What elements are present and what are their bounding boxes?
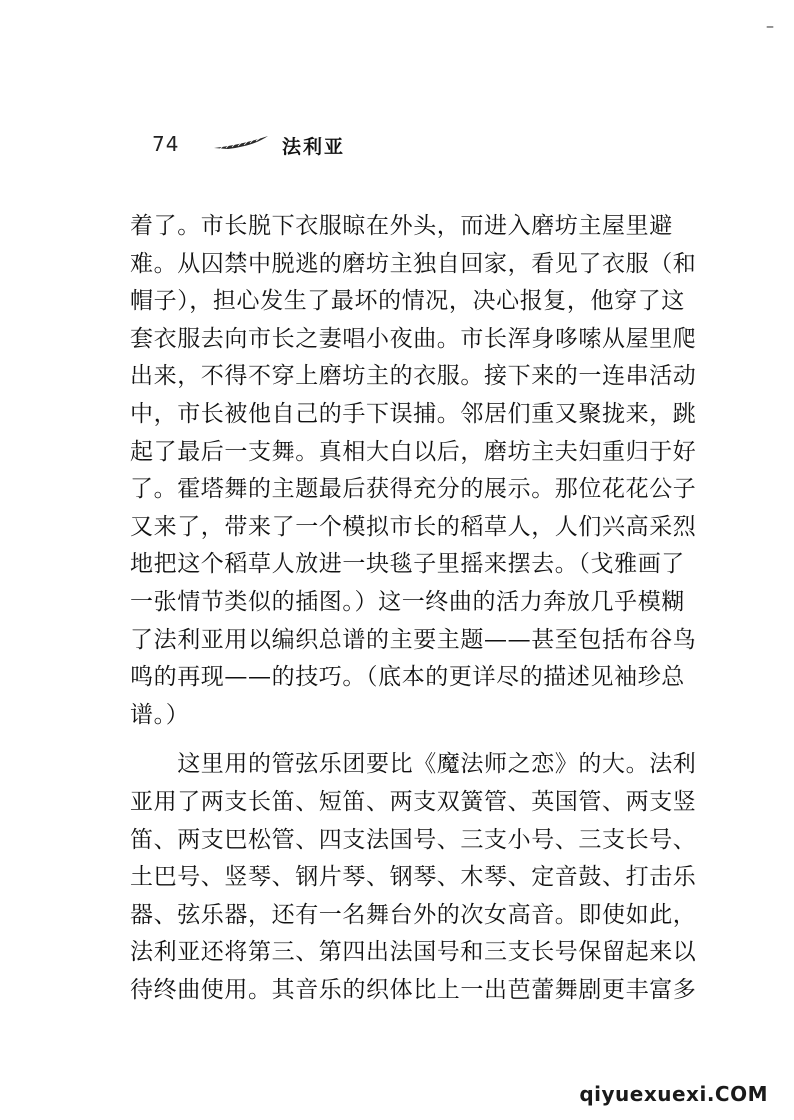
text-line: 一张情节类似的插图。）这一终曲的活力奔放几乎模糊 [130, 588, 685, 615]
text-line: 着了。市长脱下衣服晾在外头，而进入磨坊主屋里避 [130, 213, 673, 239]
paragraph-gap [130, 734, 697, 746]
text-line: 了。霍塔舞的主题最后获得充分的展示。那位花花公子 [130, 476, 697, 503]
page-corner-mark: – [766, 16, 774, 35]
text-line: 出来，不得不穿上磨坊主的衣服。接下来的一连串活动 [130, 363, 697, 390]
text-line: 待终曲使用。其音乐的织体比上一出芭蕾舞剧更丰富多 [130, 976, 697, 1003]
text-line: 法利亚还将第三、第四出法国号和三支长号保留起来以 [130, 939, 697, 966]
text-line: 起了最后一支舞。真相大白以后，磨坊主夫妇重归于好 [130, 438, 697, 465]
paragraph [130, 208, 697, 734]
text-line: 土巴号、竖琴、钢片琴、钢琴、木琴、定音鼓、打击乐 [130, 864, 697, 891]
page-header [152, 130, 552, 158]
feather-ornament-icon [210, 132, 290, 154]
text-line: 笛、两支巴松管、四支法国号、三支小号、三支长号、 [130, 826, 697, 853]
text-line: 难。从囚禁中脱逃的磨坊主独自回家，看见了衣服（和 [130, 250, 697, 277]
text-line: 这里用的管弦乐团要比《魔法师之恋》的大。法利 [130, 751, 697, 778]
site-watermark: qiyuexuexi.COM [579, 1082, 768, 1106]
text-line: 谱。） [130, 701, 190, 728]
text-line: 套衣服去向市长之妻唱小夜曲。市长浑身哆嗦从屋里爬 [130, 325, 697, 352]
running-title: 法利亚 [282, 136, 346, 158]
text-line: 地把这个稻草人放进一块毯子里摇来摆去。（戈雅画了 [130, 551, 685, 578]
body-text [130, 208, 697, 1009]
paragraph [130, 746, 697, 1009]
text-line: 又来了，带来了一个模拟市长的稻草人，人们兴高采烈 [130, 513, 697, 540]
text-line: 帽子），担心发生了最坏的情况，决心报复，他穿了这 [130, 288, 685, 315]
text-line: 鸣的再现——的技巧。（底本的更详尽的描述见袖珍总 [130, 664, 685, 691]
text-line: 中，市长被他自己的手下误捕。邻居们重又聚拢来，跳 [130, 400, 697, 427]
text-line: 亚用了两支长笛、短笛、两支双簧管、英国管、两支竖 [130, 788, 697, 815]
text-line: 了法利亚用以编织总谱的主要主题——甚至包括布谷鸟 [130, 626, 697, 653]
text-line: 器、弦乐器，还有一名舞台外的次女高音。即使如此， [130, 901, 697, 928]
page-number: 74 [152, 132, 180, 156]
